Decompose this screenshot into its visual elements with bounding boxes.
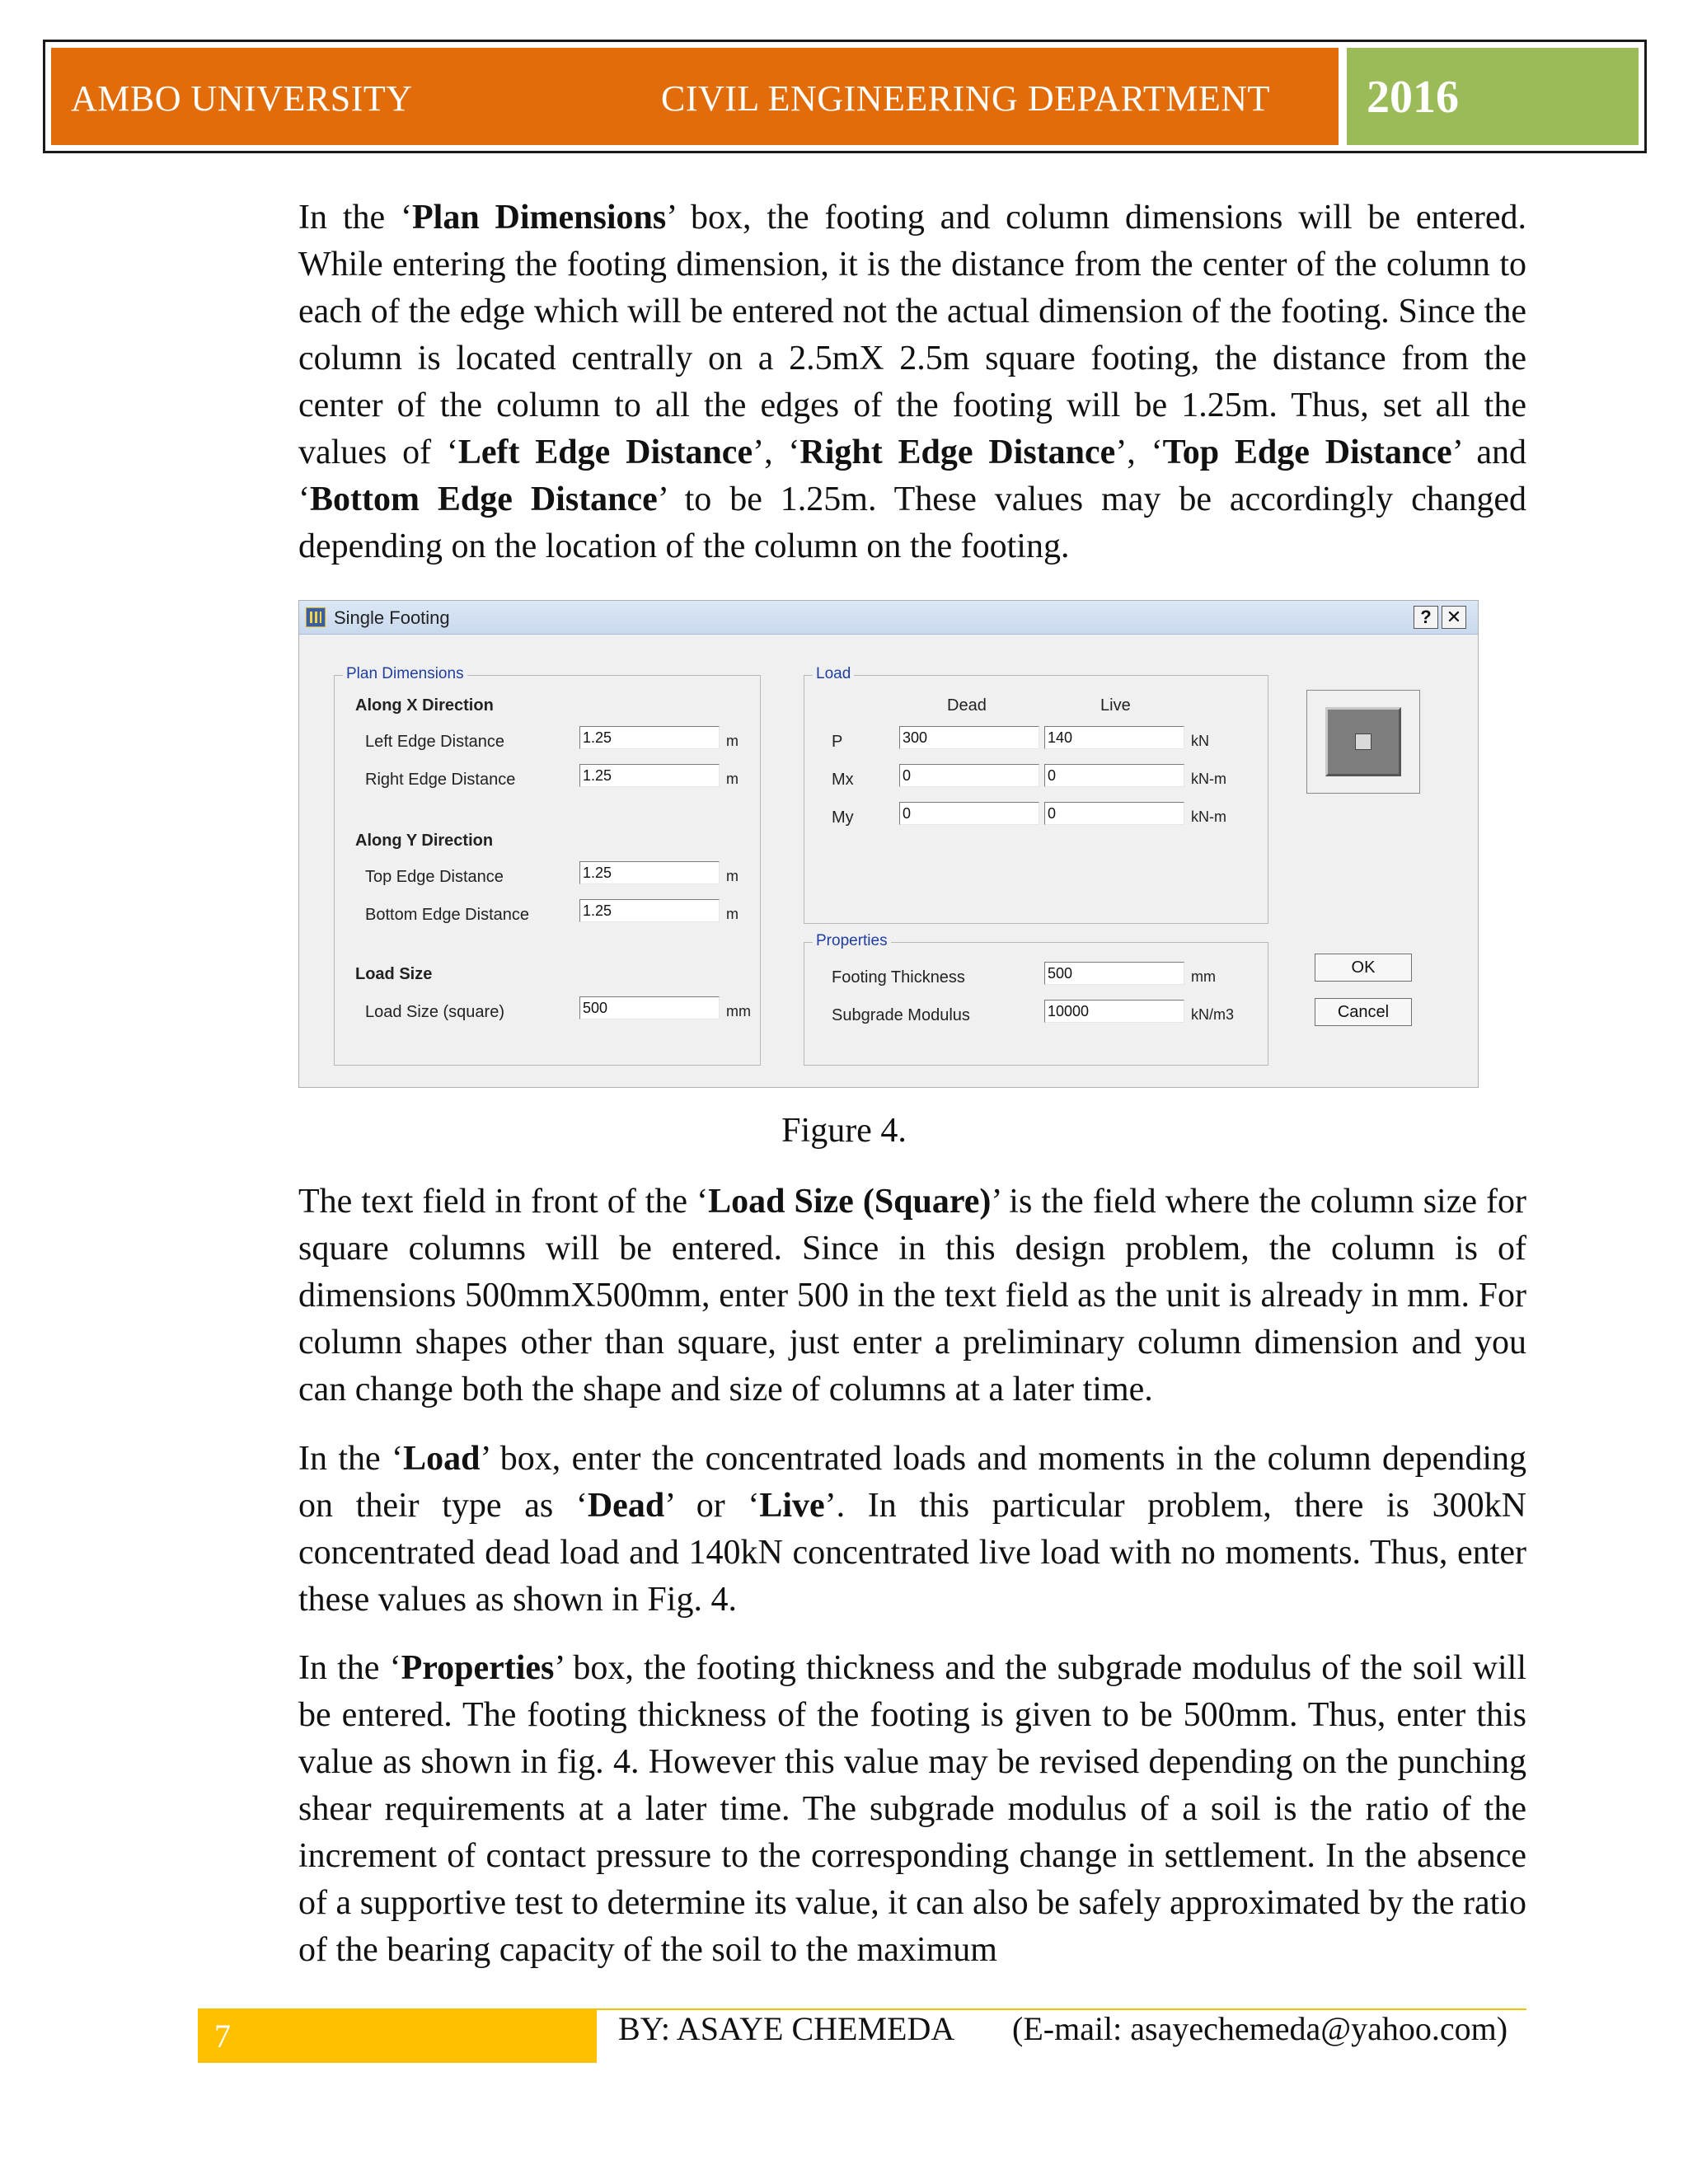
p-dead-input[interactable] [899,726,1039,749]
page-number: 7 [214,2018,231,2055]
ok-button[interactable]: OK [1315,954,1412,982]
load-group-title: Load [813,665,854,683]
bottom-edge-input[interactable] [579,899,720,922]
text-run: In the ‘ [298,199,412,237]
paragraph-load-size [298,1179,1526,1413]
left-edge-input[interactable] [579,726,720,749]
footer-page-box [198,2010,597,2063]
paragraph-load [298,1436,1526,1624]
text-run: In the ‘ [298,1649,401,1687]
footer-author: BY: ASAYE CHEMEDA [618,2010,955,2047]
top-edge-input[interactable] [579,861,720,884]
bottom-edge-unit: m [726,906,738,922]
text-run: ’ or ‘ [664,1487,760,1525]
text-run: ’ is the field where the column size for square columns will be entered. Since in this design problem, the column is of dimensions 500mmX500mm, enter 500 in the text field as the unit is already in mm. For column shapes other than square, just enter a preliminary column dimension and you can change both the shape and size of columns at a later time. [298,1183,1526,1408]
subgrade-modulus-label: Subgrade Modulus [832,1006,970,1024]
footing-thickness-label: Footing Thickness [832,968,965,987]
text-run: ’ and ‘ [298,434,1527,518]
header-banner [51,48,1339,145]
dialog-titlebar [299,601,1478,635]
dead-column-header: Dead [947,696,987,715]
left-edge-label: Left Edge Distance [365,733,504,751]
mx-live-input[interactable] [1044,764,1184,787]
bold-term: Live [759,1487,825,1525]
bold-term: Top Edge Distance [1162,434,1452,471]
footing-thickness-unit: mm [1191,968,1216,985]
university-name: AMBO UNIVERSITY [71,78,413,119]
right-edge-input[interactable] [579,764,720,787]
paragraph-properties [298,1645,1526,1974]
my-live-input[interactable] [1044,802,1184,825]
top-edge-unit: m [726,868,738,884]
paragraph-plan-dimensions [298,194,1526,570]
p-live-input[interactable] [1044,726,1184,749]
subgrade-modulus-input[interactable] [1044,1000,1184,1023]
close-button[interactable]: ✕ [1442,606,1466,629]
figure-caption: Figure 4. [781,1112,907,1150]
text-run: ’ box, the footing and column dimensions will be entered. While entering the footing dimension, it is the distance from the center of the column to each of the edge which will be entered not the actual dimension of the footing. Since the column is located centrally on a 2.5mX 2.5m square footing, the distance from the center of the column to all the edges of the footing will be 1.25m. Thus, set all the values of ‘ [298,199,1526,471]
mx-label: Mx [832,771,854,789]
left-edge-unit: m [726,733,738,749]
text-run: In the ‘ [298,1440,404,1478]
along-y-heading: Along Y Direction [355,832,494,850]
p-unit: kN [1191,733,1209,749]
bold-term: Load [403,1440,481,1478]
mx-unit: kN-m [1191,771,1226,787]
text-run: The text field in front of the ‘ [298,1183,709,1221]
right-edge-unit: m [726,771,738,787]
text-run: ’, ‘ [753,434,800,471]
properties-group-title: Properties [813,932,891,950]
header-year: 2016 [1367,72,1459,123]
text-run: ’, ‘ [1115,434,1163,471]
my-dead-input[interactable] [899,802,1039,825]
load-size-heading: Load Size [355,965,433,983]
bold-term: Load Size (Square) [708,1183,992,1221]
load-size-input[interactable] [579,996,720,1019]
plan-dimensions-title: Plan Dimensions [343,665,467,683]
bold-term: Right Edge Distance [799,434,1116,471]
bold-term: Dead [587,1487,665,1525]
text-run: ’ box, enter the concentrated loads and moments in the column depending on their type as ‘ [298,1440,1526,1525]
load-size-label: Load Size (square) [365,1003,504,1021]
live-column-header: Live [1100,696,1131,715]
my-label: My [832,808,854,827]
right-edge-label: Right Edge Distance [365,771,516,789]
help-button[interactable]: ? [1414,606,1438,629]
bold-term: Left Edge Distance [457,434,753,471]
properties-group [804,932,1268,1066]
footing-preview-icon [1325,707,1401,776]
footing-preview-button[interactable] [1306,690,1420,794]
header-year-box [1347,48,1639,145]
dialog-title: Single Footing [334,607,450,628]
p-label: P [832,733,843,751]
along-x-heading: Along X Direction [355,696,494,715]
load-group [804,665,1268,924]
load-size-unit: mm [726,1003,751,1019]
text-run: ’. In this particular problem, there is 300kN concentrated dead load and 140kN concentrated live load with no moments. Thus, enter these values as shown in Fig. 4. [298,1487,1526,1619]
single-footing-dialog [298,600,1479,1088]
text-run: ’ box, the footing thickness and the subgrade modulus of the soil will be entered. The footing thickness of the footing is given to be 500mm. Thus, enter this value as shown in fig. 4. However this value may be revised depending on the punching shear requirements at a later time. The subgrade modulus of a soil is the ratio of the increment of contact pressure to the corresponding change in settlement. In the absence of a supportive test to determine its value, it can also be safely approximated by the ratio of the bearing capacity of the soil to the maximum [298,1649,1526,1969]
bottom-edge-label: Bottom Edge Distance [365,906,529,924]
my-unit: kN-m [1191,808,1226,825]
bold-term: Properties [401,1649,555,1687]
app-icon [306,607,326,627]
department-name: CIVIL ENGINEERING DEPARTMENT [661,78,1270,119]
text-run: ’ to be 1.25m. These values may be accordingly changed depending on the location of the column on the footing. [298,480,1526,565]
mx-dead-input[interactable] [899,764,1039,787]
bold-term: Plan Dimensions [412,199,667,237]
footing-thickness-input[interactable] [1044,962,1184,985]
top-edge-label: Top Edge Distance [365,868,504,886]
footer-email: (E-mail: asayechemeda@yahoo.com) [1012,2010,1508,2047]
bold-term: Bottom Edge Distance [310,480,658,518]
cancel-button[interactable]: Cancel [1315,998,1412,1026]
subgrade-modulus-unit: kN/m3 [1191,1006,1235,1023]
